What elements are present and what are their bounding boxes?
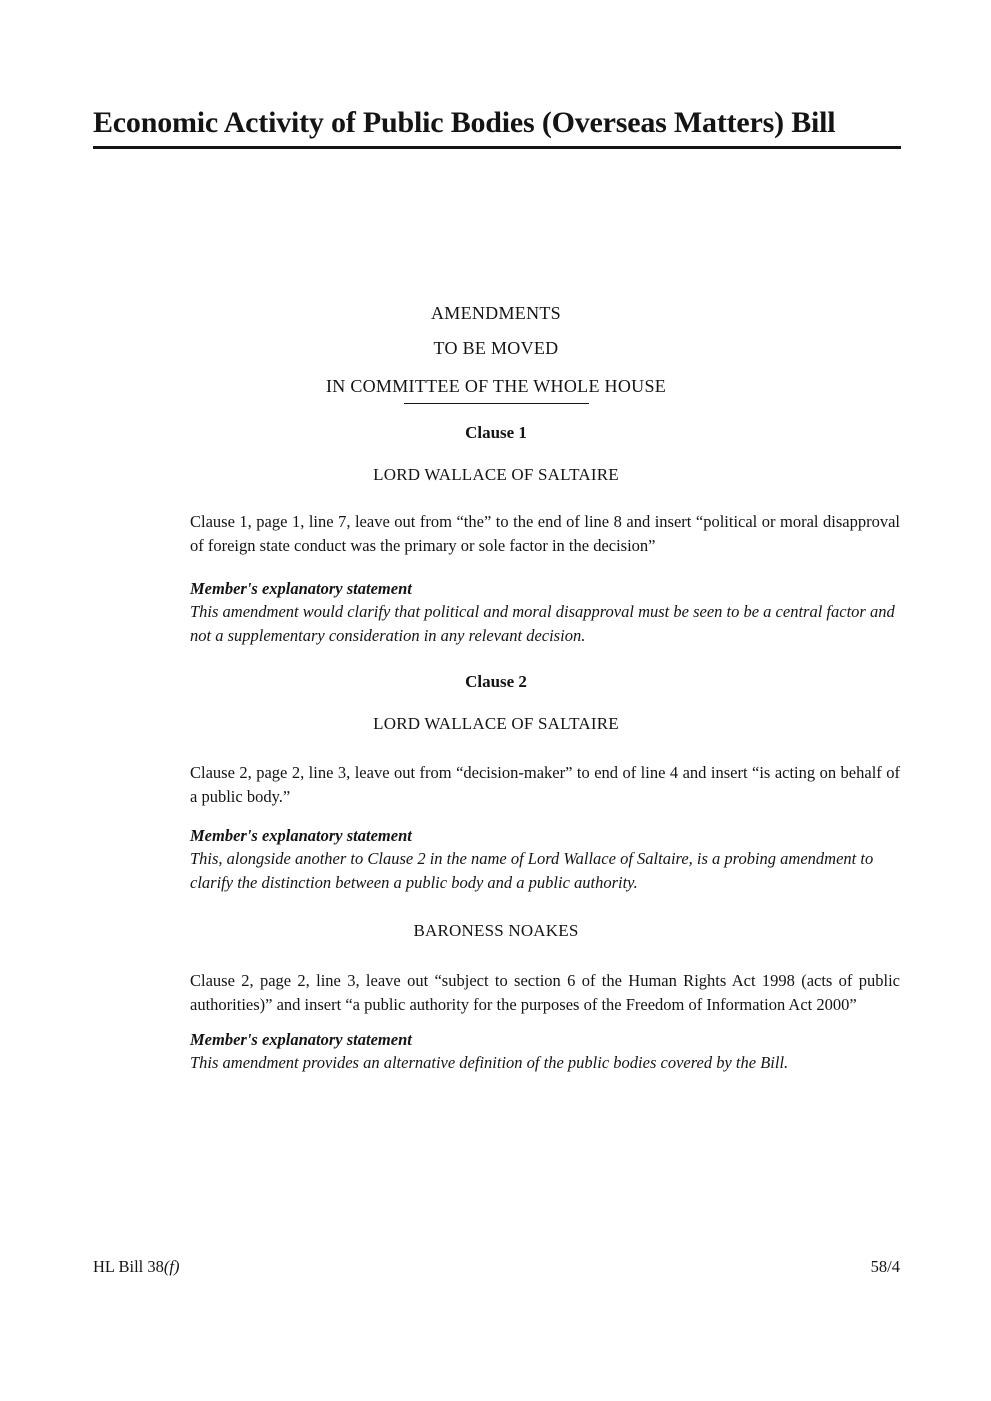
heading-amendments: AMENDMENTS: [430, 303, 561, 323]
session-number: 58/4: [870, 1257, 900, 1276]
clause-2-heading: Clause 2: [465, 672, 527, 691]
explanatory-statement-text: This amendment provides an alternative definition of the public bodies covered by the Bill.: [190, 1053, 789, 1072]
clause-1-amendment-1-sponsor: LORD WALLACE OF SALTAIRE: [373, 465, 619, 484]
clause-2-amendment-2-explanatory: [190, 1028, 900, 1075]
clause-2-amendment-1-text: Clause 2, page 2, line 3, leave out from “decision-maker” to end of line 4 and insert “is acting on behalf of a public body.”: [190, 763, 900, 806]
heading-committee: IN COMMITTEE OF THE WHOLE HOUSE: [325, 376, 667, 396]
amendments-content: [92, 302, 900, 1075]
clause-1-heading: Clause 1: [465, 423, 527, 442]
page-footer: [93, 1256, 900, 1278]
clause-2-amendment-1-explanatory: [190, 824, 900, 895]
clause-1-amendment-1-text: Clause 1, page 1, line 7, leave out from “the” to the end of line 8 and insert “political or moral disapproval of foreign state conduct was the primary or sole factor in the decision”: [190, 512, 900, 555]
clause-2-amendment-1-sponsor: LORD WALLACE OF SALTAIRE: [373, 714, 619, 733]
bill-reference: [93, 1256, 179, 1278]
explanatory-statement-label: Member's explanatory statement: [190, 826, 412, 845]
section-divider-rule: [404, 403, 589, 404]
title-double-rule: [93, 146, 901, 149]
explanatory-statement-text: This, alongside another to Clause 2 in the name of Lord Wallace of Saltaire, is a probing amendment to clarify the distinction between a public body and a public authority.: [190, 849, 874, 892]
heading-to-be-moved: TO BE MOVED: [433, 338, 559, 358]
explanatory-statement-text: This amendment would clarify that political and moral disapproval must be seen to be a central factor and not a supplementary consideration in any relevant decision.: [190, 602, 895, 645]
bill-reference-suffix: (f): [163, 1257, 180, 1276]
bill-title-block: [93, 104, 901, 149]
explanatory-statement-label: Member's explanatory statement: [190, 579, 412, 598]
clause-2-amendment-2-text: Clause 2, page 2, line 3, leave out “subject to section 6 of the Human Rights Act 1998 (acts of public authorities)” and insert “a public authority for the purposes of the Freedom of Information Act 2000”: [190, 971, 900, 1014]
clause-2-amendment-2-sponsor: BARONESS NOAKES: [413, 921, 579, 940]
explanatory-statement-label: Member's explanatory statement: [190, 1030, 412, 1049]
bill-reference-prefix: HL Bill 38: [93, 1257, 164, 1276]
clause-1-amendment-1-explanatory: [190, 577, 900, 648]
bill-title: Economic Activity of Public Bodies (Overseas Matters) Bill: [93, 106, 836, 139]
